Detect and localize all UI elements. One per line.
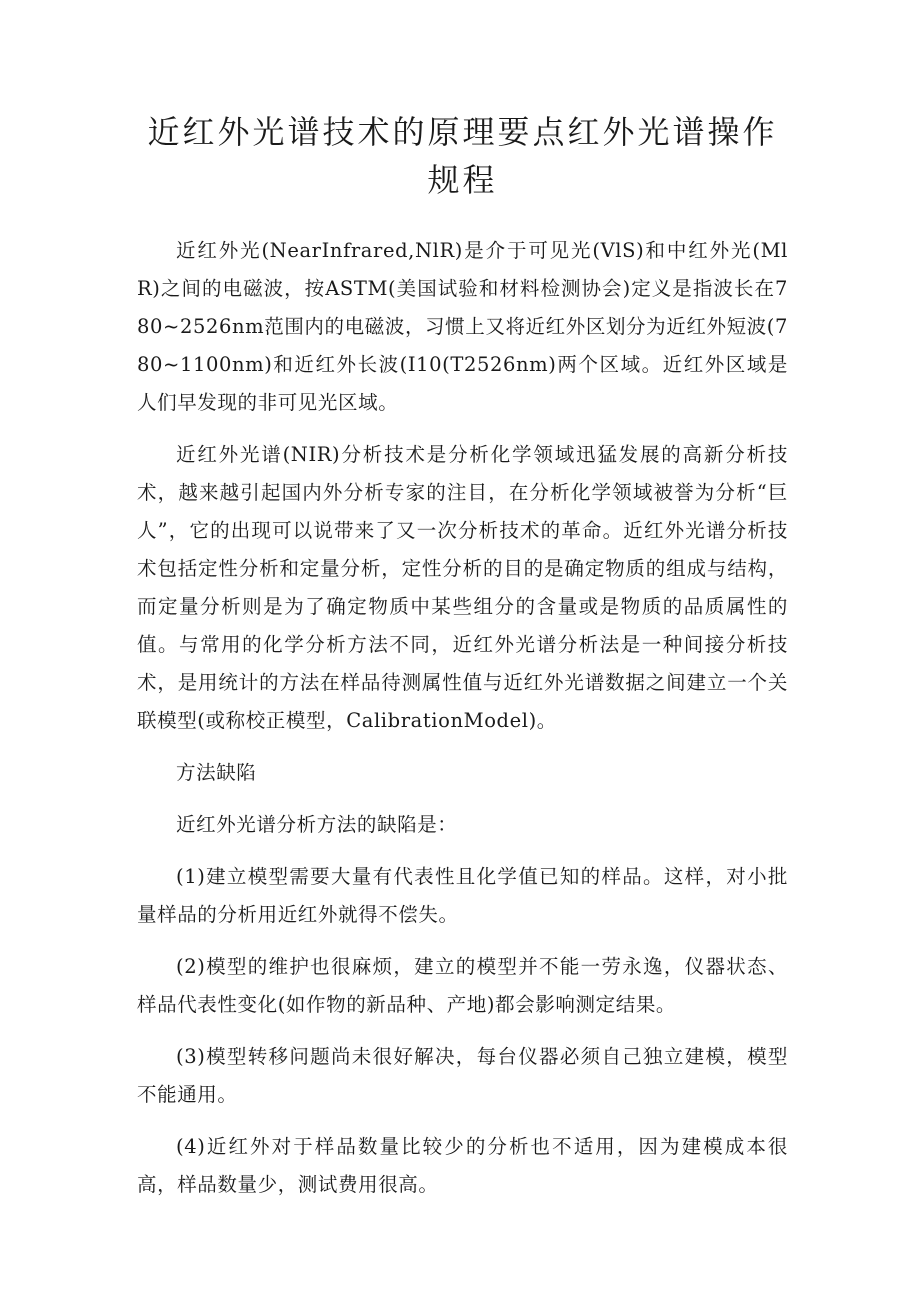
paragraph-nir-definition: 近红外光(NearInfrared,NlR)是介于可见光(VlS)和中红外光(MlR)之间的电磁波，按ASTM(美国试验和材料检测协会)定义是指波长在780~2526nm范围内的电磁波，习惯上又将近红外区划分为近红外短波(780~1100nm)和近红外长波(I10(T2526nm)两个区域。近红外区域是人们早发现的非可见光区域。 (137, 239, 788, 414)
defect-item-3: (3)模型转移问题尚未很好解决，每台仪器必须自己独立建模，模型不能通用。 (137, 1045, 788, 1106)
section-heading-defects: 方法缺陷 (176, 761, 257, 784)
defect-item-2: (2)模型的维护也很麻烦，建立的模型并不能一劳永逸，仪器状态、样品代表性变化(如作物的新品种、产地)都会影响测定结果。 (137, 955, 788, 1016)
section-intro: 近红外光谱分析方法的缺陷是： (176, 813, 458, 836)
defect-item-4: (4)近红外对于样品数量比较少的分析也不适用，因为建模成本很高，样品数量少，测试费用很高。 (137, 1135, 788, 1196)
document-title: 近红外光谱技术的原理要点红外光谱操作规程 (147, 113, 778, 199)
paragraph-nir-analysis: 近红外光谱(NIR)分析技术是分析化学领域迅猛发展的高新分析技术，越来越引起国内外分析专家的注目，在分析化学领域被誉为分析“巨人”，它的出现可以说带来了又一次分析技术的革命。近红外光谱分析技术包括定性分析和定量分析，定性分析的目的是确定物质的组成与结构，而定量分析则是为了确定物质中某些组分的含量或是物质的品质属性的值。与常用的化学分析方法不同，近红外光谱分析法是一种间接分析技术，是用统计的方法在样品待测属性值与近红外光谱数据之间建立一个关联模型(或称校正模型，CalibrationModel)。 (137, 443, 788, 732)
defect-item-1: (1)建立模型需要大量有代表性且化学值已知的样品。这样，对小批量样品的分析用近红外就得不偿失。 (137, 865, 788, 926)
